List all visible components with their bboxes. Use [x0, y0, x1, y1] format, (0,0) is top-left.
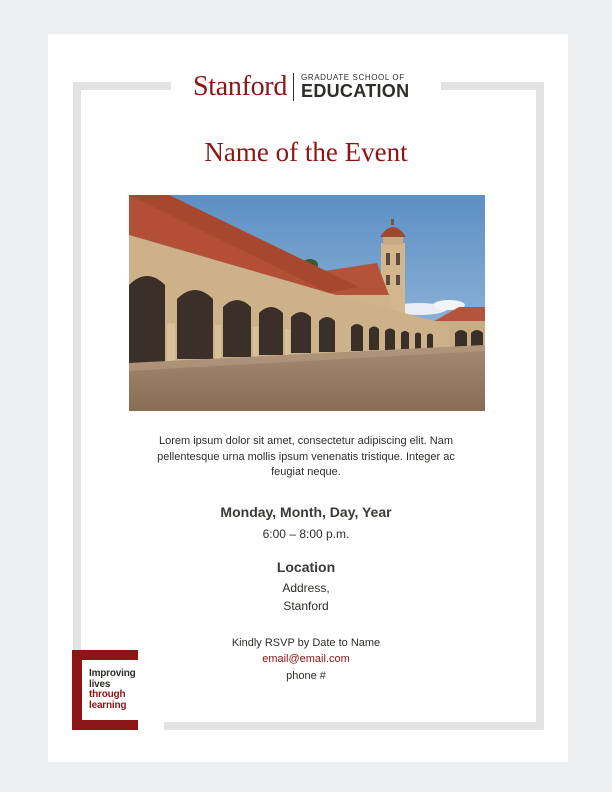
stanford-gse-logo	[193, 72, 409, 102]
logo-small-line: GRADUATE SCHOOL OF	[301, 73, 405, 82]
location-heading: Location	[276, 559, 336, 575]
event-time: 6:00 – 8:00 p.m.	[262, 527, 350, 541]
rsvp-text: Kindly RSVP by Date to Name	[231, 637, 381, 649]
logo-big-line: EDUCATION	[301, 81, 410, 101]
badge-line-3: through	[89, 689, 126, 700]
event-description: Lorem ipsum dolor sit amet, consectetur adipiscing elit. Nam pellentesque urna mollis ipsum venenatis tristique. Integer ac feugiat neque.	[157, 435, 455, 478]
frame-top-right-bar	[441, 82, 544, 90]
event-title: Name of the Event	[204, 137, 408, 167]
stanford-main-quad-photo-icon	[129, 195, 485, 411]
badge-line-4: learning	[89, 699, 127, 711]
logo-school-name	[301, 73, 409, 101]
badge-line-1: Improving	[89, 668, 136, 679]
rsvp-phone: phone #	[286, 670, 326, 682]
improving-lives-badge	[89, 669, 136, 711]
badge-line-2: lives	[89, 678, 111, 690]
rsvp-email-link[interactable]: email@email.com	[262, 653, 350, 665]
address-line-1: Address,	[282, 581, 330, 595]
logo-divider	[293, 73, 294, 101]
address-line-2: Stanford	[283, 599, 329, 613]
event-date: Monday, Month, Day, Year	[220, 504, 392, 520]
frame-right-bar	[536, 82, 544, 730]
logo-wordmark: Stanford	[193, 71, 288, 102]
event-photo	[129, 195, 485, 411]
frame-bottom-bar	[164, 722, 544, 730]
frame-top-left-bar	[73, 82, 171, 90]
